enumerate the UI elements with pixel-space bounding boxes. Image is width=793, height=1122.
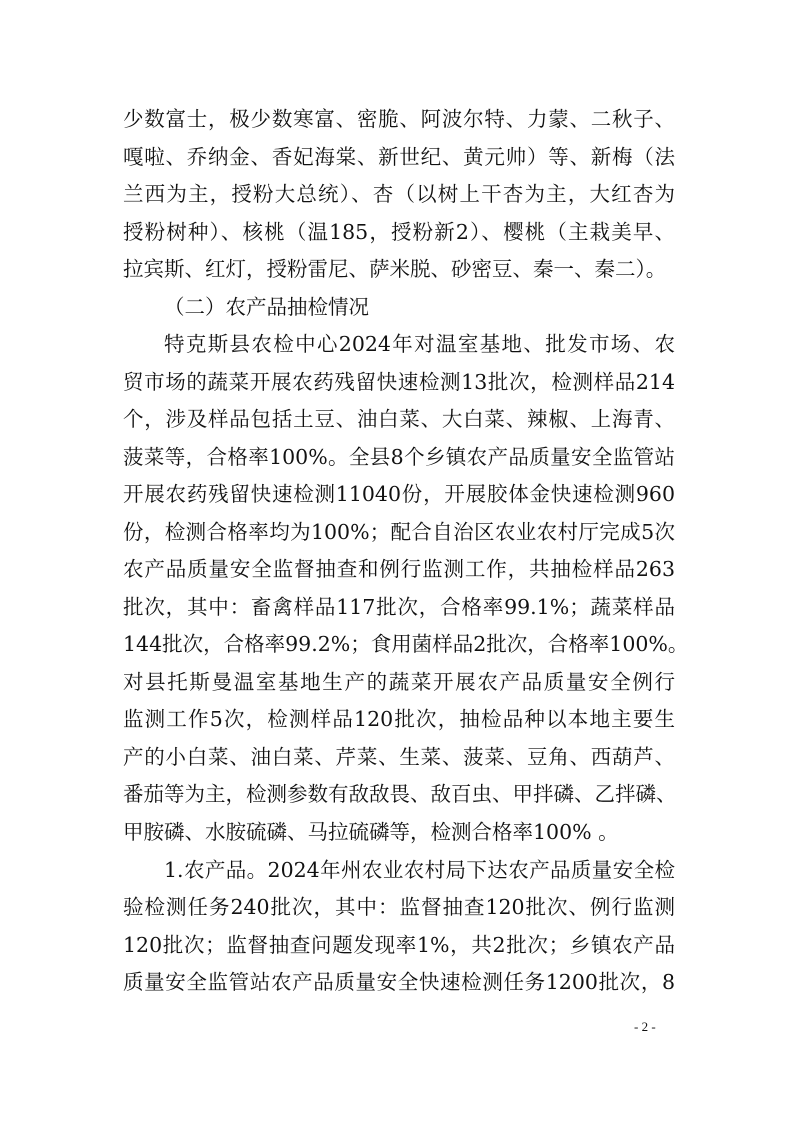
text-line: 监测工作5次，检测样品120批次，抽检品种以本地主要生 bbox=[123, 707, 675, 731]
text-line: 授粉树种）、核桃（温185，授粉新2）、樱桃（主栽美早、 bbox=[123, 220, 675, 244]
text-line: 144批次，合格率99.2%；食用菌样品2批次，合格率100%。 bbox=[123, 632, 689, 656]
text-line: 贸市场的蔬菜开展农药残留快速检测13批次，检测样品214 bbox=[123, 370, 675, 394]
text-line: 产的小白菜、油白菜、芹菜、生菜、菠菜、豆角、西葫芦、 bbox=[123, 745, 675, 769]
text-line: 份，检测合格率均为100%；配合自治区农业农村厅完成5次 bbox=[123, 520, 675, 544]
text-line: 120批次；监督抽查问题发现率1%，共2批次；乡镇农产品 bbox=[123, 933, 675, 957]
page-number: - 2 - bbox=[634, 1019, 656, 1034]
text-line: 个，涉及样品包括土豆、油白菜、大白菜、辣椒、上海青、 bbox=[123, 407, 675, 431]
text-line: 开展农药残留快速检测11040份，开展胶体金快速检测960 bbox=[123, 482, 675, 506]
text-line: 番茄等为主，检测参数有敌敌畏、敌百虫、甲拌磷、乙拌磷、 bbox=[123, 782, 677, 806]
text-line: 1.农产品。2024年州农业农村局下达农产品质量安全检 bbox=[164, 858, 675, 882]
text-line: 验检测任务240批次，其中：监督抽查120批次、例行监测 bbox=[123, 895, 675, 919]
text-line: 质量安全监管站农产品质量安全快速检测任务1200批次，8 bbox=[123, 970, 675, 994]
text-line: 批次，其中：畜禽样品117批次，合格率99.1%；蔬菜样品 bbox=[123, 595, 675, 619]
text-line: 甲胺磷、水胺硫磷、马拉硫磷等，检测合格率100% 。 bbox=[123, 820, 619, 844]
text-line: 菠菜等，合格率100%。全县8个乡镇农产品质量安全监管站 bbox=[123, 445, 675, 469]
text-line: 特克斯县农检中心2024年对温室基地、批发市场、农 bbox=[164, 332, 675, 356]
text-line: 嘎啦、乔纳金、香妃海棠、新世纪、黄元帅）等、新梅（法 bbox=[123, 145, 675, 169]
text-line: 农产品质量安全监督抽查和例行监测工作，共抽检样品263 bbox=[123, 557, 675, 581]
text-line: 对县托斯曼温室基地生产的蔬菜开展农产品质量安全例行 bbox=[123, 670, 675, 694]
text-line: 兰西为主，授粉大总统）、杏（以树上干杏为主，大红杏为 bbox=[123, 182, 675, 206]
text-line: 少数富士，极少数寒富、密脆、阿波尔特、力蒙、二秋子、 bbox=[123, 107, 675, 131]
section-heading: （二）农产品抽检情况 bbox=[164, 295, 369, 319]
text-line: 拉宾斯、红灯，授粉雷尼、萨米脱、砂密豆、秦一、秦二）。 bbox=[123, 257, 667, 281]
